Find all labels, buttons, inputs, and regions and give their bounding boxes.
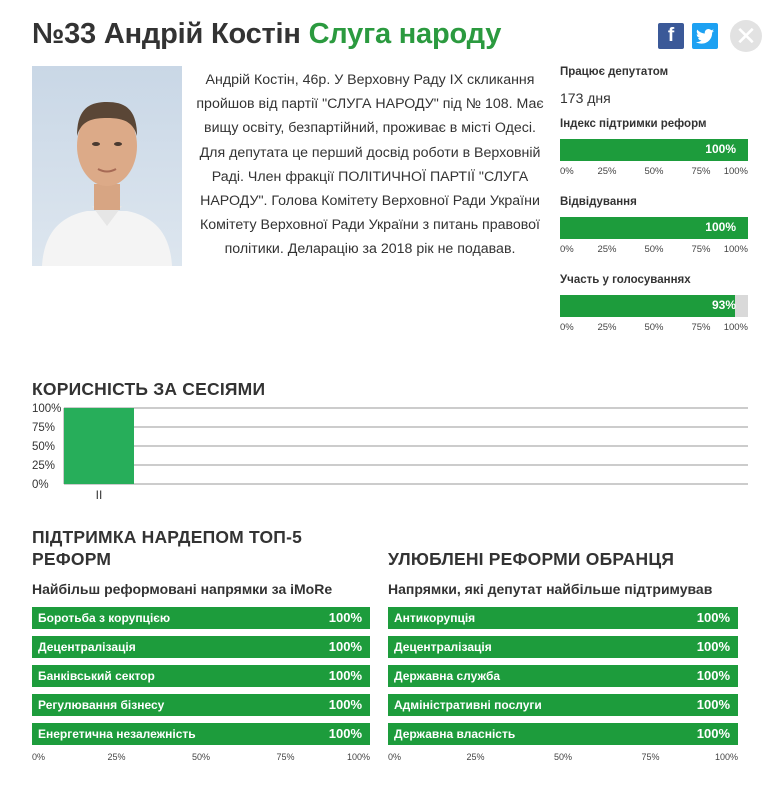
- y-tick-label: 100%: [32, 403, 62, 415]
- reform-bar: [388, 665, 738, 687]
- facebook-icon: f: [667, 25, 675, 46]
- share-buttons: [658, 20, 762, 52]
- tick-label: 50%: [553, 752, 573, 762]
- tick-label: 25%: [466, 752, 485, 762]
- tick-label: 75%: [691, 166, 711, 177]
- tick-label: 50%: [191, 752, 211, 762]
- reform-label: Адміністративні послуги: [394, 698, 542, 712]
- tick-label: 100%: [714, 752, 738, 762]
- tick-label: 0%: [560, 322, 574, 333]
- tick-label: 25%: [107, 752, 126, 762]
- favorite-reforms-section: [388, 548, 738, 766]
- session-bar: [64, 408, 134, 484]
- stat-bars: [560, 118, 748, 338]
- page-header: [32, 18, 762, 62]
- close-button[interactable]: [730, 20, 762, 52]
- tick-label: 75%: [276, 752, 295, 762]
- reform-value: 100%: [696, 697, 730, 712]
- stat-progress-value: 100%: [705, 220, 736, 234]
- twitter-icon: [696, 29, 714, 44]
- stat-progress-ticks: [560, 244, 748, 260]
- sessions-chart: [32, 400, 750, 504]
- reform-bar: [32, 665, 370, 687]
- stat-progress-bar: [560, 217, 748, 239]
- tenure-label: Працює депутатом: [560, 66, 669, 78]
- reform-label: Децентралізація: [394, 640, 492, 654]
- reform-label: Державна служба: [394, 669, 501, 683]
- deputy-photo: [32, 66, 182, 266]
- reform-value: 100%: [328, 697, 362, 712]
- reform-bar: [388, 694, 738, 716]
- y-tick-label: 25%: [32, 460, 56, 472]
- x-tick-label: II: [95, 488, 103, 502]
- tick-label: 25%: [597, 322, 617, 333]
- reform-label: Державна власність: [394, 727, 516, 741]
- tick-label: 100%: [723, 322, 748, 333]
- reform-label: Банківський сектор: [38, 669, 155, 683]
- tick-label: 100%: [723, 166, 748, 177]
- stat-bar-label: Участь у голосуваннях: [560, 274, 691, 286]
- stat-progress-value: 93%: [711, 298, 736, 312]
- reform-label: Регулювання бізнесу: [38, 698, 165, 712]
- tick-label: 50%: [644, 244, 664, 255]
- tick-label: 75%: [641, 752, 660, 762]
- stat-progress-bar: [560, 295, 748, 317]
- reform-value: 100%: [328, 639, 362, 654]
- tick-label: 100%: [723, 244, 748, 255]
- tick-label: 0%: [388, 752, 402, 762]
- favorite-reforms-title: УЛЮБЛЕНІ РЕФОРМИ ОБРАНЦЯ: [388, 549, 675, 569]
- reform-value: 100%: [696, 726, 730, 741]
- stat-bar-label: Відвідування: [560, 196, 637, 208]
- reform-value: 100%: [328, 610, 362, 625]
- reform-bar: [32, 723, 370, 745]
- reform-label: Боротьба з корупцією: [38, 611, 171, 625]
- tick-label: 25%: [597, 166, 617, 177]
- deputy-bio: Андрій Костін, 46р. У Верховну Раду IX скликання пройшов від партії "СЛУГА НАРОДУ" під № 108. Має вищу освіту, безпартійний, проживає в місті Одесі. Для депутата це перший досвід роботи в Верховній Раді. Член фракції ПОЛІТИЧНОЇ ПАРТІЇ "СЛУГА НАРОДУ". Голова Комітету Верховної Ради України Комітету Верховної Ради України з питань правової політики. Деларацію за 2018 рік не подавав.: [196, 72, 544, 258]
- deputy-name: №33 Андрій Костін: [32, 18, 301, 50]
- page-title: [32, 18, 762, 51]
- stat-progress-value: 100%: [705, 142, 736, 156]
- sessions-title: КОРИСНІСТЬ ЗА СЕСІЯМИ: [32, 379, 266, 399]
- deputy-stats: [560, 66, 748, 338]
- reform-value: 100%: [696, 610, 730, 625]
- reform-value: 100%: [696, 639, 730, 654]
- stat-bar-label: Індекс підтримки реформ: [560, 118, 707, 130]
- reform-label: Антикорупція: [394, 611, 476, 625]
- tick-label: 75%: [691, 244, 711, 255]
- tick-label: 0%: [32, 752, 46, 762]
- reform-label: Енергетична незалежність: [38, 727, 196, 741]
- tick-label: 50%: [644, 166, 664, 177]
- top5-reforms-title-line1: ПІДТРИМКА НАРДЕПОМ ТОП-5: [32, 527, 303, 547]
- top5-reforms-subtitle: Найбільш реформовані напрямки за iMoRe: [32, 581, 333, 597]
- tick-label: 75%: [691, 322, 711, 333]
- reform-bar: [388, 723, 738, 745]
- tick-label: 0%: [560, 244, 574, 255]
- reform-bar: [32, 636, 370, 658]
- favorite-reforms-subtitle: Напрямки, які депутат найбільше підтримував: [388, 581, 713, 597]
- facebook-share-button[interactable]: [658, 23, 684, 49]
- stat-progress-fill: [560, 295, 735, 317]
- tick-label: 0%: [560, 166, 574, 177]
- top5-reforms-section: [32, 526, 370, 766]
- favorite-reforms-ticks: [388, 752, 738, 766]
- twitter-share-button[interactable]: [692, 23, 718, 49]
- y-tick-label: 50%: [32, 441, 56, 453]
- tick-label: 25%: [597, 244, 617, 255]
- favorite-reforms-bars: [388, 607, 738, 745]
- reform-bar: [388, 607, 738, 629]
- stat-progress-ticks: [560, 166, 748, 182]
- reform-bar: [32, 607, 370, 629]
- reform-value: 100%: [696, 668, 730, 683]
- top5-reforms-ticks: [32, 752, 370, 766]
- party-name: Слуга народу: [308, 18, 502, 50]
- reform-value: 100%: [328, 668, 362, 683]
- y-tick-label: 0%: [32, 479, 49, 491]
- reform-value: 100%: [328, 726, 362, 741]
- stat-progress-ticks: [560, 322, 748, 338]
- reform-label: Децентралізація: [38, 640, 136, 654]
- close-icon: ✕: [735, 20, 757, 51]
- stat-progress-bar: [560, 139, 748, 161]
- tenure-value: 173 дня: [560, 90, 611, 106]
- top5-reforms-bars: [32, 607, 370, 745]
- tick-label: 100%: [346, 752, 370, 762]
- tick-label: 50%: [644, 322, 664, 333]
- top5-reforms-title-line2: РЕФОРМ: [32, 549, 112, 569]
- reform-bar: [388, 636, 738, 658]
- reform-bar: [32, 694, 370, 716]
- top5-reforms-title: [32, 526, 370, 570]
- y-tick-label: 75%: [32, 422, 56, 434]
